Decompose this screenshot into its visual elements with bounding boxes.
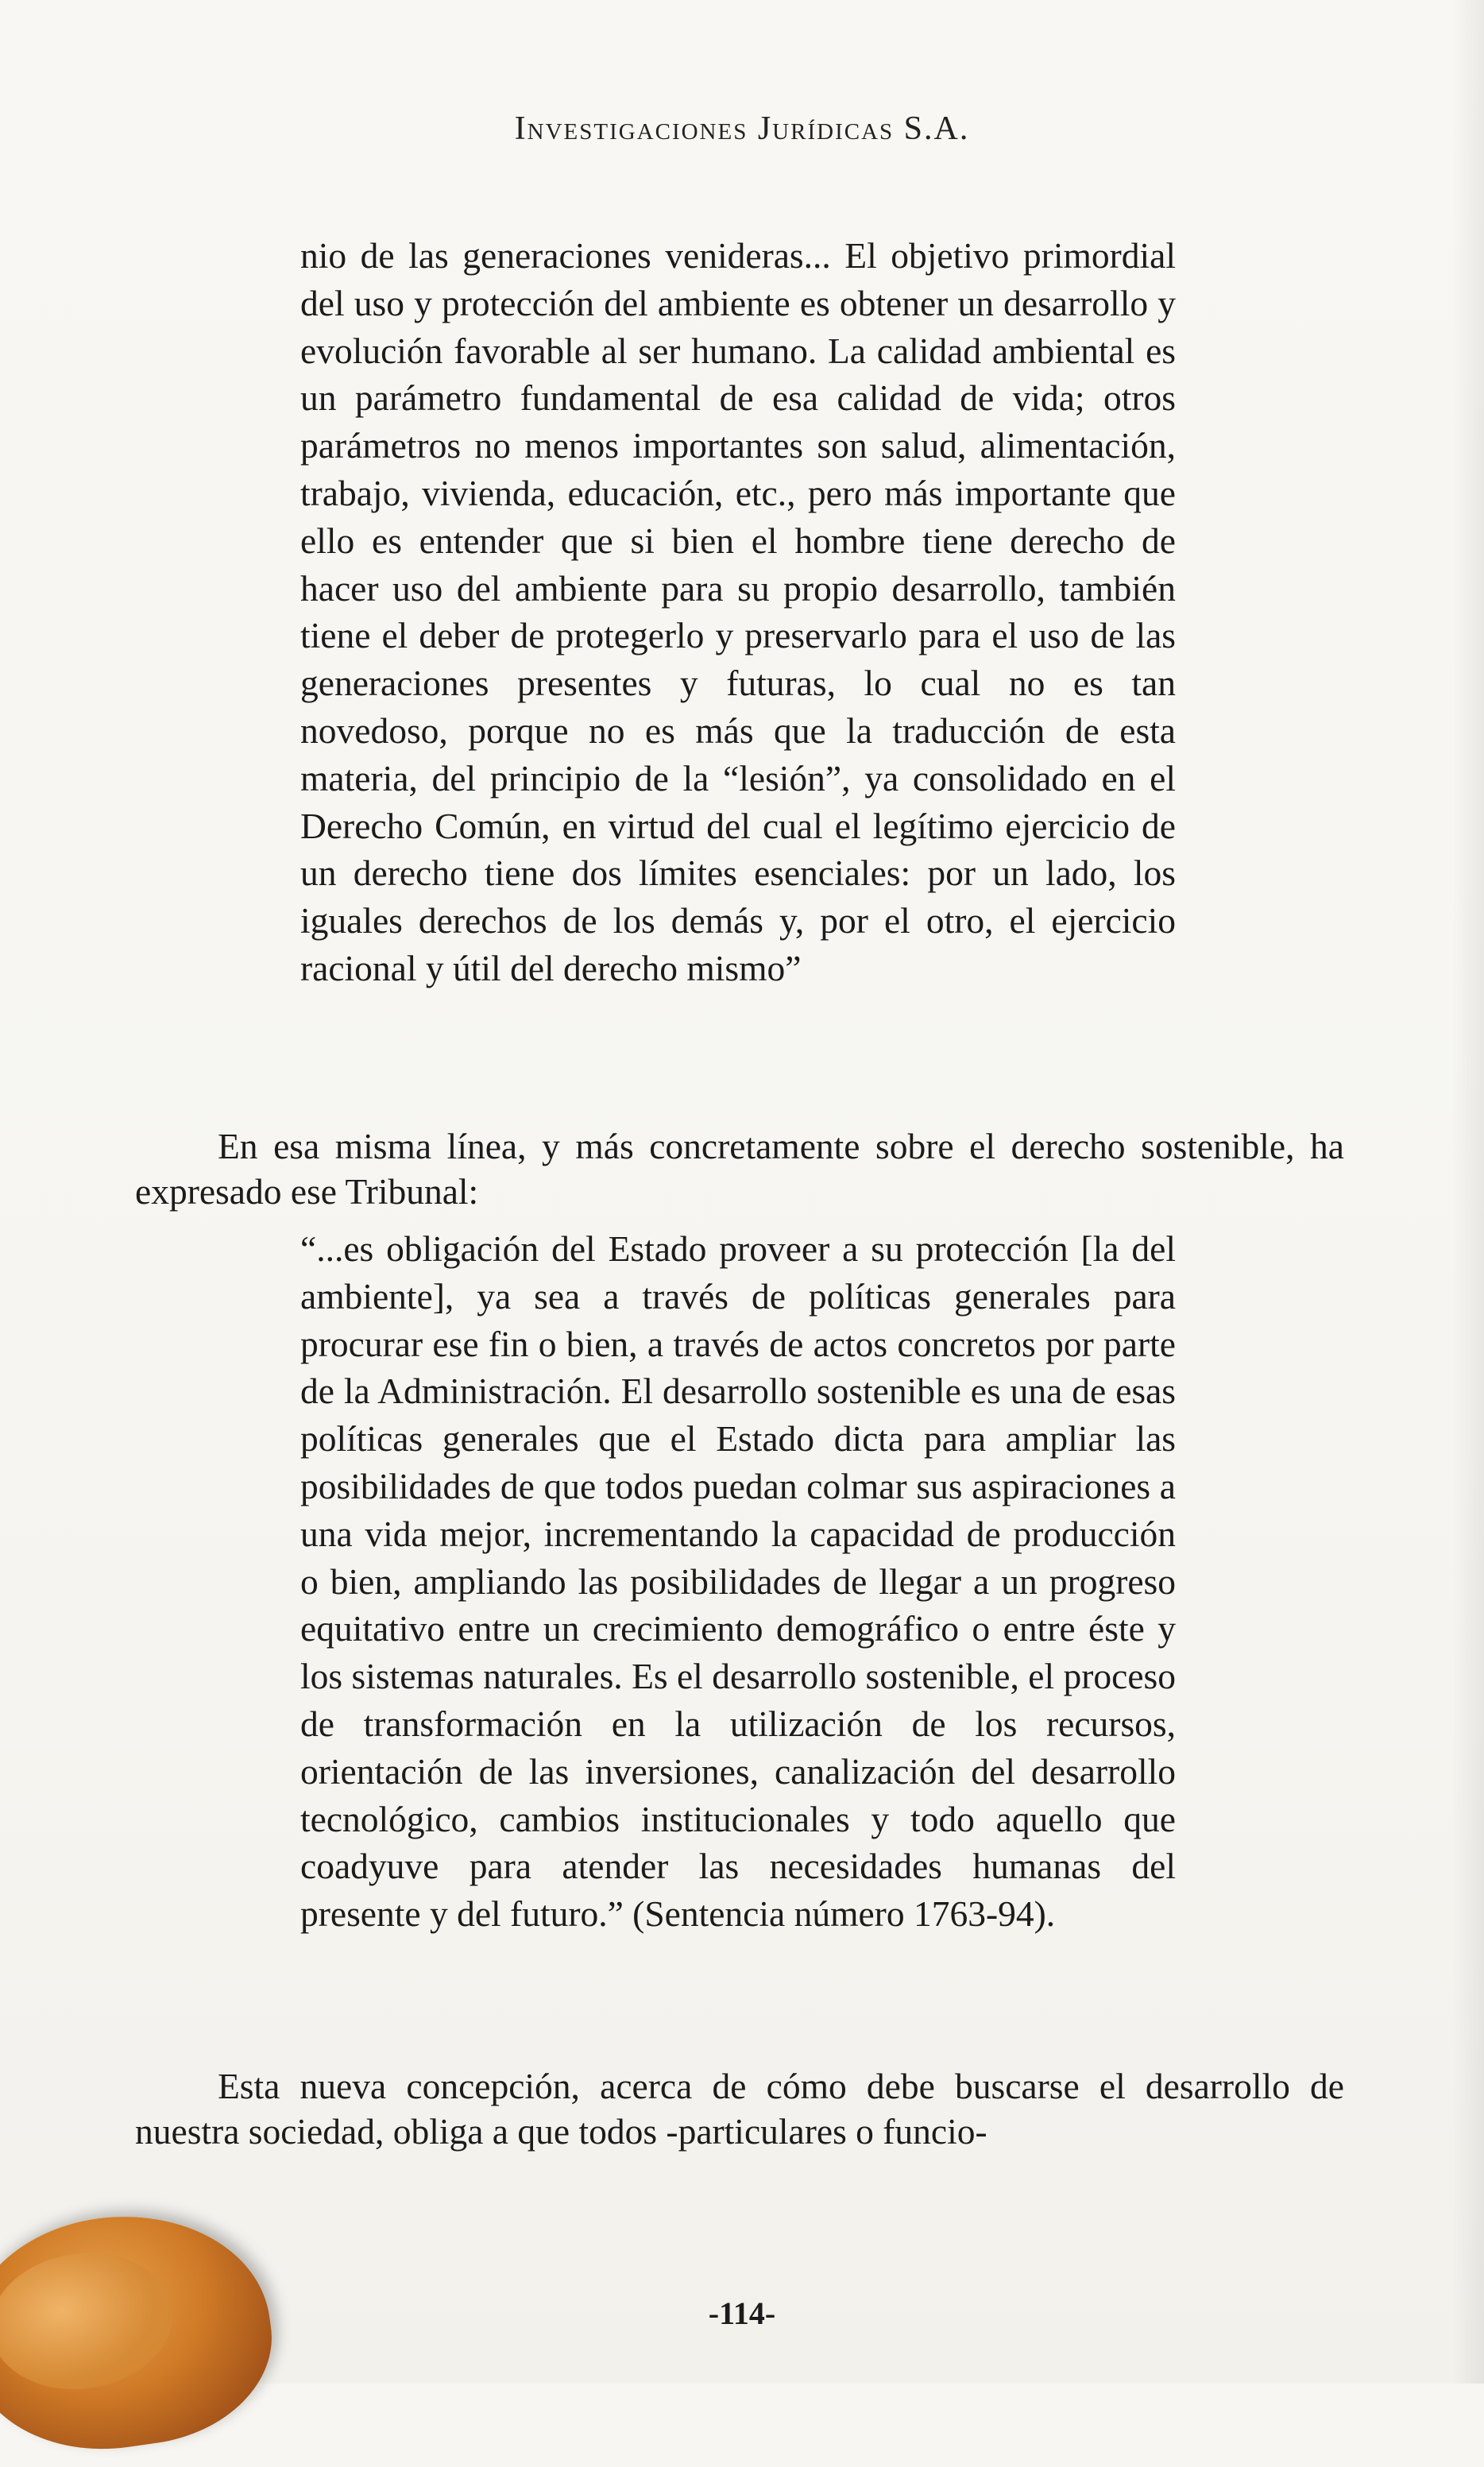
thumb-photo-artifact <box>0 2197 284 2467</box>
page-number: -114- <box>708 2295 776 2331</box>
body-paragraph-1: En esa misma línea, y más concretamente sobre el derecho sostenible, ha expresado ese Tribunal: <box>135 1126 1344 1212</box>
running-head: Investigaciones Jurídicas S.A. <box>514 110 970 147</box>
block-quote-1: nio de las generaciones venideras... El objetivo primordial del uso y protección del ambiente es obtener un desarrollo y evolución favorable al ser humano. La calidad ambiental es un parámetro fundamental de esa calidad de vida; otros parámetros no menos importantes son salud, alimentación, trabajo, vivienda, educación, etc., pero más importante que ello es entender que si bien el hombre tiene derecho de hacer uso del ambiente para su propio desarrollo, también tiene el deber de protegerlo y preservarlo para el uso de las generaciones presentes y futuras, lo cual no es tan novedoso, porque no es más que la traducción de esta materia, del principio de la “lesión”, ya consolidado en el Derecho Común, en virtud del cual el legítimo ejercicio de un derecho tiene dos límites esenciales: por un lado, los iguales derechos de los demás y, por el otro, el ejercicio racional y útil del derecho mismo” <box>300 235 1176 988</box>
body-paragraph-2: Esta nueva concepción, acerca de cómo debe buscarse el desarrollo de nuestra sociedad, obliga a que todos -particulares o funcio- <box>135 2066 1344 2152</box>
page-edge-shadow <box>1452 0 1484 2384</box>
thumbnail-highlight <box>0 2241 181 2400</box>
block-quote-2: “...es obligación del Estado proveer a su protección [la del ambiente], ya sea a través de políticas generales para procurar ese fin o bien, a través de actos concretos por parte de la Administración. El desarrollo sostenible es una de esas políticas generales que el Estado dicta para ampliar las posibilidades de que todos puedan colmar sus aspiraciones a una vida mejor, incrementando la capacidad de producción o bien, ampliando las posibilidades de llegar a un progreso equitativo entre un crecimiento demográfico o entre éste y los sistemas naturales. Es el desarrollo sostenible, el proceso de transformación en la utilización de los recursos, orientación de las inversiones, canalización del desarrollo tecnológico, cambios institucionales y todo aquello que coadyuve para atender las necesidades humanas del presente y del futuro.” (Sentencia número 1763-94). <box>300 1228 1176 1935</box>
